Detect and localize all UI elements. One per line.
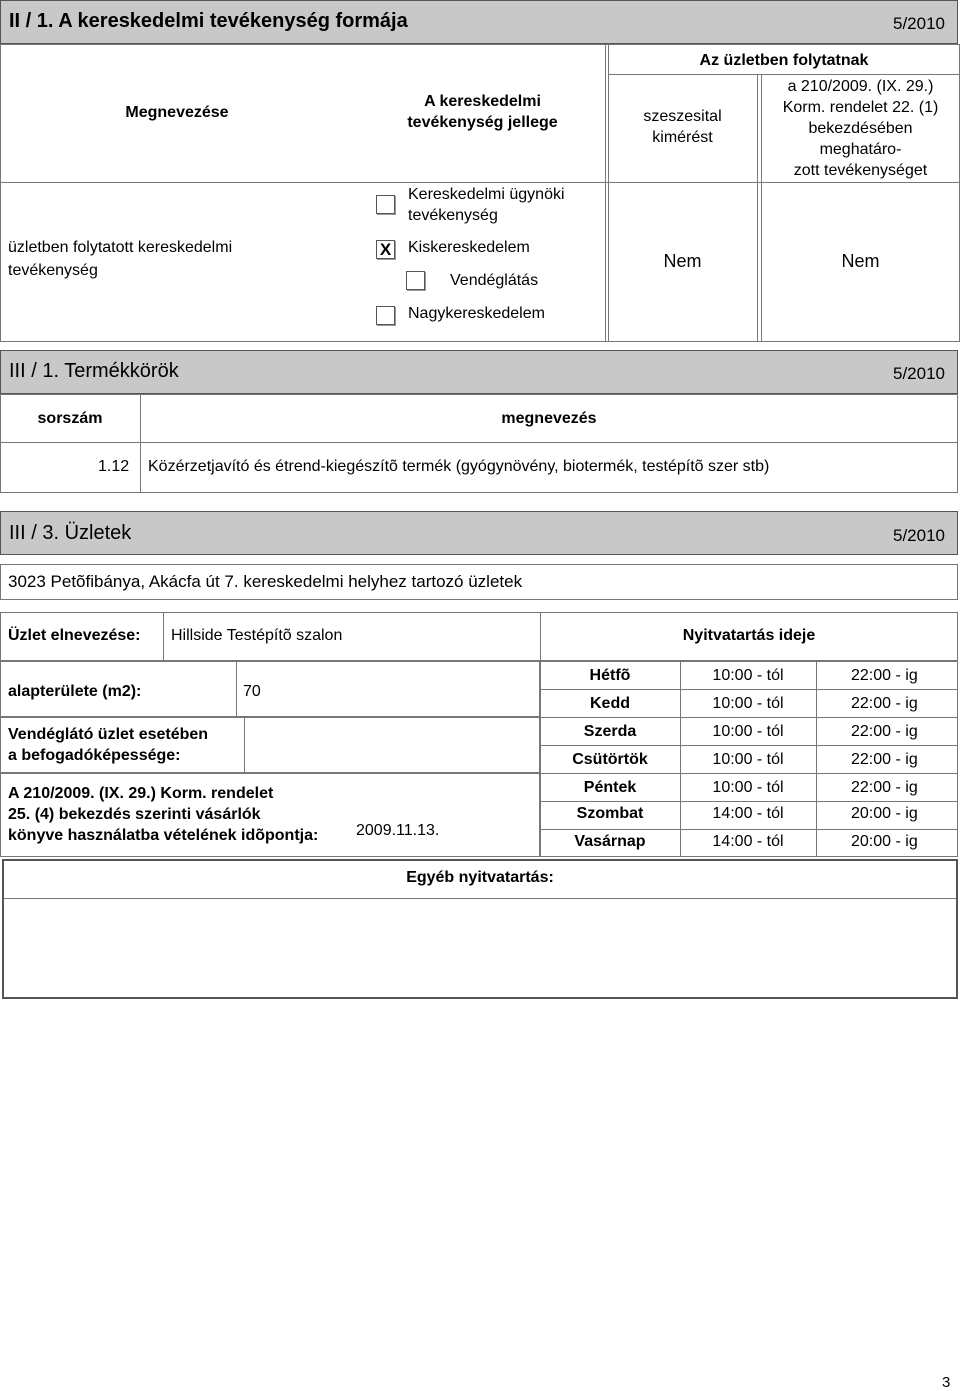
thursday-to: 22:00 - ig	[851, 751, 918, 768]
shop-name-value: Hillside Testépítõ szalon	[171, 627, 343, 644]
area-label: alapterülete (m2):	[8, 683, 142, 700]
col-num-header: sorszám	[37, 410, 103, 427]
section-ii-title: II / 1. A kereskedelmi tevékenység formája	[9, 10, 408, 32]
divider	[540, 745, 958, 746]
section-ii-header	[0, 0, 958, 44]
divider	[540, 773, 958, 774]
checkbox-retail[interactable]: X	[376, 240, 395, 259]
capacity-label-1: Vendéglátó üzlet esetében	[8, 726, 209, 743]
divider	[236, 661, 237, 717]
monday-from: 10:00 - tól	[712, 667, 784, 684]
option-agent-label-2: tevékenység	[408, 207, 498, 224]
col-alcohol-header-1: szeszesital	[643, 108, 722, 125]
day-wednesday: Szerda	[583, 723, 637, 740]
col-name-header: Megnevezése	[125, 104, 229, 121]
col-decree-header-2: Korm. rendelet 22. (1)	[782, 99, 939, 116]
col-group-header: Az üzletben folytatnak	[699, 52, 869, 69]
divider	[163, 612, 164, 661]
wednesday-to: 22:00 - ig	[851, 723, 918, 740]
day-sunday: Vasárnap	[574, 833, 646, 850]
divider	[540, 801, 958, 802]
section-ii-date: 5/2010	[893, 14, 945, 33]
section-iii1-header	[0, 350, 958, 394]
row-name-line-1: üzletben folytatott kereskedelmi	[8, 239, 233, 256]
thursday-from: 10:00 - tól	[712, 751, 784, 768]
section-iii1-date: 5/2010	[893, 364, 945, 383]
checkbox-wholesale[interactable]	[376, 306, 395, 325]
col-decree-header-4: meghatáro-	[819, 141, 902, 158]
divider	[540, 829, 958, 830]
divider	[0, 442, 958, 443]
book-label-1: A 210/2009. (IX. 29.) Korm. rendelet	[8, 785, 274, 802]
divider	[540, 689, 958, 690]
saturday-to: 20:00 - ig	[851, 805, 918, 822]
divider	[4, 898, 956, 899]
opening-hours-label: Nyitvatartás ideje	[682, 627, 816, 644]
day-friday: Péntek	[583, 779, 637, 796]
col-alcohol-header-2: kimérést	[652, 129, 713, 146]
col-nature-header-2: tevékenység jellege	[407, 114, 558, 131]
product-row-name: Közérzetjavító és étrend-kiegészítõ termék (gyógynövény, biotermék, testépítõ szer stb)	[148, 458, 770, 475]
day-tuesday: Kedd	[590, 695, 630, 712]
product-table	[0, 394, 958, 493]
shop-name-label: Üzlet elnevezése:	[8, 627, 141, 644]
checkbox-agent[interactable]	[376, 195, 395, 214]
col-product-header: megnevezés	[501, 410, 597, 427]
checkbox-catering[interactable]	[406, 271, 425, 290]
tuesday-from: 10:00 - tól	[712, 695, 784, 712]
sunday-to: 20:00 - ig	[851, 833, 918, 850]
option-catering-label: Vendéglátás	[450, 272, 539, 289]
col-decree-header-5: zott tevékenységet	[793, 162, 928, 179]
friday-to: 22:00 - ig	[851, 779, 918, 796]
day-monday: Hétfõ	[589, 667, 631, 684]
col-nature-header-1: A kereskedelmi	[424, 93, 541, 110]
row-name-line-2: tevékenység	[8, 262, 98, 279]
address-line: 3023 Petõfibánya, Akácfa út 7. kereskedelmi helyhez tartozó üzletek	[8, 572, 523, 591]
section-iii3-title: III / 3. Üzletek	[9, 522, 132, 544]
option-retail-label: Kiskereskedelem	[408, 239, 530, 256]
divider	[757, 74, 758, 342]
day-thursday: Csütörtök	[572, 751, 648, 768]
divider	[140, 394, 141, 493]
col-decree-header-3: bekezdésében	[808, 120, 913, 137]
day-saturday: Szombat	[576, 805, 644, 822]
option-wholesale-label: Nagykereskedelem	[408, 305, 545, 322]
option-agent-label: Kereskedelmi ügynöki	[408, 186, 565, 203]
page-number: 3	[942, 1374, 951, 1391]
divider	[540, 717, 958, 718]
product-row-num: 1.12	[98, 458, 130, 475]
sunday-from: 14:00 - tól	[712, 833, 784, 850]
section-iii1-title: III / 1. Termékkörök	[9, 360, 179, 382]
col-decree-header-1: a 210/2009. (IX. 29.)	[787, 78, 934, 95]
book-label-3: könyve használatba vételének idõpontja:	[8, 827, 319, 844]
saturday-from: 14:00 - tól	[712, 805, 784, 822]
divider	[608, 74, 960, 75]
capacity-label-2: a befogadóképessége:	[8, 747, 181, 764]
section-iii3-date: 5/2010	[893, 526, 945, 545]
monday-to: 22:00 - ig	[851, 667, 918, 684]
wednesday-from: 10:00 - tól	[712, 723, 784, 740]
divider	[0, 182, 960, 183]
divider	[816, 661, 817, 857]
book-value: 2009.11.13.	[356, 822, 440, 839]
alcohol-value: Nem	[663, 251, 702, 271]
friday-from: 10:00 - tól	[712, 779, 784, 796]
tuesday-to: 22:00 - ig	[851, 695, 918, 712]
divider	[244, 717, 245, 773]
other-hours-label: Egyéb nyitvatartás:	[406, 869, 554, 886]
decree-value: Nem	[841, 251, 880, 271]
area-value: 70	[243, 683, 261, 700]
section-iii3-header	[0, 511, 958, 555]
book-label-2: 25. (4) bekezdés szerinti vásárlók	[8, 806, 261, 823]
divider	[605, 44, 606, 342]
divider	[608, 44, 609, 342]
